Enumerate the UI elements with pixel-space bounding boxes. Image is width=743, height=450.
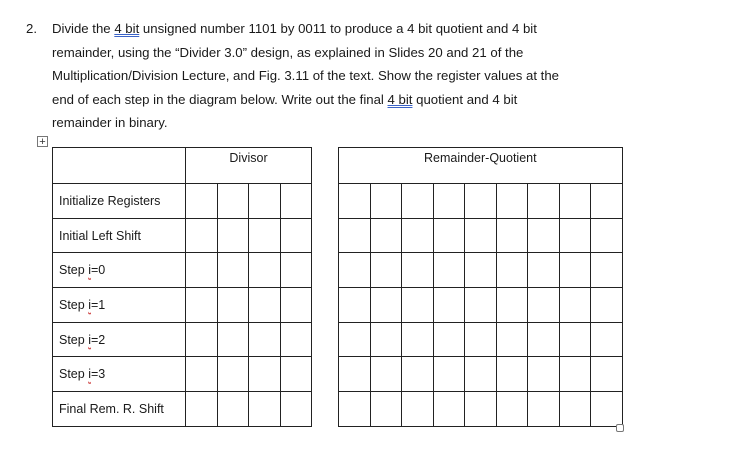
remainder-quotient-bit-cell[interactable] [496, 322, 528, 357]
step-label-prefix: Step [59, 297, 89, 312]
table-row [53, 253, 623, 288]
divisor-bit-cell[interactable] [217, 357, 249, 392]
remainder-quotient-bit-cell[interactable] [559, 288, 591, 323]
divisor-bit-cell[interactable] [249, 184, 281, 219]
column-gap [312, 148, 339, 184]
step-label [53, 288, 186, 323]
remainder-quotient-bit-cell[interactable] [496, 184, 528, 219]
remainder-quotient-bit-cell[interactable] [339, 392, 371, 427]
remainder-quotient-bit-cell[interactable] [370, 218, 402, 253]
header-row [53, 148, 623, 184]
column-gap [312, 357, 339, 392]
question-line [52, 88, 642, 112]
question-text-segment: Divide the [52, 21, 115, 36]
remainder-quotient-bit-cell[interactable] [433, 288, 465, 323]
remainder-quotient-bit-cell[interactable] [559, 184, 591, 219]
remainder-quotient-bit-cell[interactable] [591, 392, 623, 427]
question-text-segment: unsigned number 1101 by 0011 to produce a 4 bit quotient and 4 bit [139, 21, 537, 36]
question-text-segment: remainder, using the “Divider 3.0” design, as explained in Slides 20 and 21 of the [52, 44, 524, 60]
question-text-segment: Multiplication/Division Lecture, and Fig. 3.11 of the text. Show the register values at the [52, 68, 560, 83]
divisor-bit-cell[interactable] [249, 357, 281, 392]
divisor-bit-cell[interactable] [217, 184, 249, 219]
divisor-bit-cell[interactable] [280, 184, 312, 219]
column-gap [312, 322, 339, 357]
question-line [52, 17, 642, 41]
question-text-segment: remainder in binary. [52, 115, 168, 130]
question-line [52, 64, 642, 88]
divisor-bit-cell[interactable] [217, 392, 249, 427]
divisor-bit-cell[interactable] [186, 357, 218, 392]
divisor-bit-cell[interactable] [186, 322, 218, 357]
question-text-segment: quotient and 4 bit [412, 91, 518, 107]
question-text-segment: end of each step in the diagram below. Write out the final [52, 91, 388, 107]
divisor-bit-cell[interactable] [280, 218, 312, 253]
remainder-quotient-bit-cell[interactable] [402, 357, 434, 392]
question-body [52, 17, 642, 135]
divisor-bit-cell[interactable] [249, 253, 281, 288]
remainder-quotient-bit-cell[interactable] [496, 218, 528, 253]
remainder-quotient-bit-cell[interactable] [465, 322, 497, 357]
step-label: Final Rem. R. Shift [53, 392, 186, 427]
step-label [53, 357, 186, 392]
remainder-quotient-bit-cell[interactable] [370, 392, 402, 427]
remainder-quotient-bit-cell[interactable] [496, 288, 528, 323]
remainder-quotient-bit-cell[interactable] [402, 218, 434, 253]
divisor-bit-cell[interactable] [280, 322, 312, 357]
remainder-quotient-bit-cell[interactable] [370, 288, 402, 323]
remainder-quotient-bit-cell[interactable] [465, 184, 497, 219]
remainder-quotient-bit-cell[interactable] [465, 288, 497, 323]
table-row [53, 184, 623, 219]
header-blank-cell [53, 148, 186, 184]
remainder-quotient-bit-cell[interactable] [370, 253, 402, 288]
question-line [52, 41, 642, 65]
step-label-variable: i [88, 297, 91, 312]
remainder-quotient-bit-cell[interactable] [402, 322, 434, 357]
remainder-quotient-bit-cell[interactable] [528, 253, 560, 288]
remainder-quotient-bit-cell[interactable] [433, 253, 465, 288]
divisor-bit-cell[interactable] [249, 288, 281, 323]
remainder-quotient-bit-cell[interactable] [559, 253, 591, 288]
table-row [53, 218, 623, 253]
divisor-bit-cell[interactable] [217, 218, 249, 253]
remainder-quotient-bit-cell[interactable] [402, 184, 434, 219]
remainder-quotient-bit-cell[interactable] [591, 184, 623, 219]
step-label: Initial Left Shift [53, 218, 186, 253]
table-row [53, 392, 623, 427]
table-resize-handle[interactable] [616, 424, 624, 432]
remainder-quotient-bit-cell[interactable] [496, 253, 528, 288]
remainder-quotient-bit-cell[interactable] [591, 253, 623, 288]
step-label-variable: i [88, 332, 91, 347]
step-label: Initialize Registers [53, 184, 186, 219]
divisor-bit-cell[interactable] [249, 322, 281, 357]
remainder-quotient-bit-cell[interactable] [433, 184, 465, 219]
column-gap [312, 218, 339, 253]
remainder-quotient-bit-cell[interactable] [339, 357, 371, 392]
step-label-variable: i [88, 367, 91, 382]
step-label-prefix: Step [59, 332, 89, 347]
step-label [53, 253, 186, 288]
remainder-quotient-bit-cell[interactable] [339, 184, 371, 219]
remainder-quotient-bit-cell[interactable] [528, 288, 560, 323]
divisor-bit-cell[interactable] [280, 288, 312, 323]
remainder-quotient-bit-cell[interactable] [559, 322, 591, 357]
remainder-quotient-bit-cell[interactable] [559, 392, 591, 427]
divisor-bit-cell[interactable] [186, 253, 218, 288]
remainder-quotient-bit-cell[interactable] [528, 392, 560, 427]
remainder-quotient-bit-cell[interactable] [528, 357, 560, 392]
divisor-bit-cell[interactable] [217, 322, 249, 357]
remainder-quotient-bit-cell[interactable] [496, 392, 528, 427]
remainder-quotient-bit-cell[interactable] [528, 322, 560, 357]
step-label [53, 322, 186, 357]
remainder-quotient-bit-cell[interactable] [339, 253, 371, 288]
remainder-quotient-header: Remainder-Quotient [339, 148, 623, 184]
remainder-quotient-bit-cell[interactable] [591, 288, 623, 323]
remainder-quotient-bit-cell[interactable] [402, 288, 434, 323]
column-gap [312, 392, 339, 427]
remainder-quotient-bit-cell[interactable] [559, 357, 591, 392]
step-label-suffix: =0 [90, 263, 106, 278]
remainder-quotient-bit-cell[interactable] [559, 218, 591, 253]
underlined-term: 4 bit [387, 91, 413, 107]
divisor-header: Divisor [186, 148, 312, 184]
table-row [53, 322, 623, 357]
remainder-quotient-bit-cell[interactable] [370, 184, 402, 219]
remainder-quotient-bit-cell[interactable] [528, 184, 560, 219]
divisor-bit-cell[interactable] [186, 218, 218, 253]
divisor-bit-cell[interactable] [249, 392, 281, 427]
step-label-prefix: Step [59, 367, 89, 382]
remainder-quotient-bit-cell[interactable] [433, 357, 465, 392]
divisor-bit-cell[interactable] [186, 184, 218, 219]
step-label-table [52, 147, 623, 427]
question-number: 2. [26, 21, 37, 36]
remainder-quotient-bit-cell[interactable] [339, 322, 371, 357]
remainder-quotient-bit-cell[interactable] [591, 322, 623, 357]
remainder-quotient-bit-cell[interactable] [465, 357, 497, 392]
remainder-quotient-bit-cell[interactable] [402, 253, 434, 288]
column-gap [312, 288, 339, 323]
remainder-quotient-bit-cell[interactable] [370, 357, 402, 392]
remainder-quotient-bit-cell[interactable] [433, 218, 465, 253]
remainder-quotient-bit-cell[interactable] [370, 322, 402, 357]
step-label-prefix: Step [59, 263, 89, 278]
remainder-quotient-bit-cell[interactable] [339, 288, 371, 323]
remainder-quotient-bit-cell[interactable] [591, 218, 623, 253]
remainder-quotient-bit-cell[interactable] [402, 392, 434, 427]
divisor-bit-cell[interactable] [217, 253, 249, 288]
step-label-suffix: =2 [90, 332, 106, 347]
remainder-quotient-bit-cell[interactable] [433, 322, 465, 357]
divisor-bit-cell[interactable] [249, 218, 281, 253]
divisor-bit-cell[interactable] [217, 288, 249, 323]
remainder-quotient-bit-cell[interactable] [465, 253, 497, 288]
step-label-suffix: =3 [90, 367, 106, 382]
divisor-bit-cell[interactable] [186, 288, 218, 323]
divisor-bit-cell[interactable] [280, 357, 312, 392]
divisor-bit-cell[interactable] [280, 392, 312, 427]
table-row [53, 357, 623, 392]
remainder-quotient-bit-cell[interactable] [339, 218, 371, 253]
step-label-variable: i [88, 263, 91, 278]
divisor-bit-cell[interactable] [280, 253, 312, 288]
remainder-quotient-bit-cell[interactable] [528, 218, 560, 253]
table-move-anchor-icon[interactable]: + [37, 136, 48, 147]
remainder-quotient-bit-cell[interactable] [496, 357, 528, 392]
remainder-quotient-bit-cell[interactable] [591, 357, 623, 392]
remainder-quotient-bit-cell[interactable] [433, 392, 465, 427]
divisor-bit-cell[interactable] [186, 392, 218, 427]
remainder-quotient-bit-cell[interactable] [465, 218, 497, 253]
question-line [52, 111, 642, 135]
column-gap [312, 253, 339, 288]
step-label-suffix: =1 [90, 297, 106, 312]
remainder-quotient-bit-cell[interactable] [465, 392, 497, 427]
underlined-term: 4 bit [114, 21, 140, 36]
column-gap [312, 184, 339, 219]
table-row [53, 288, 623, 323]
